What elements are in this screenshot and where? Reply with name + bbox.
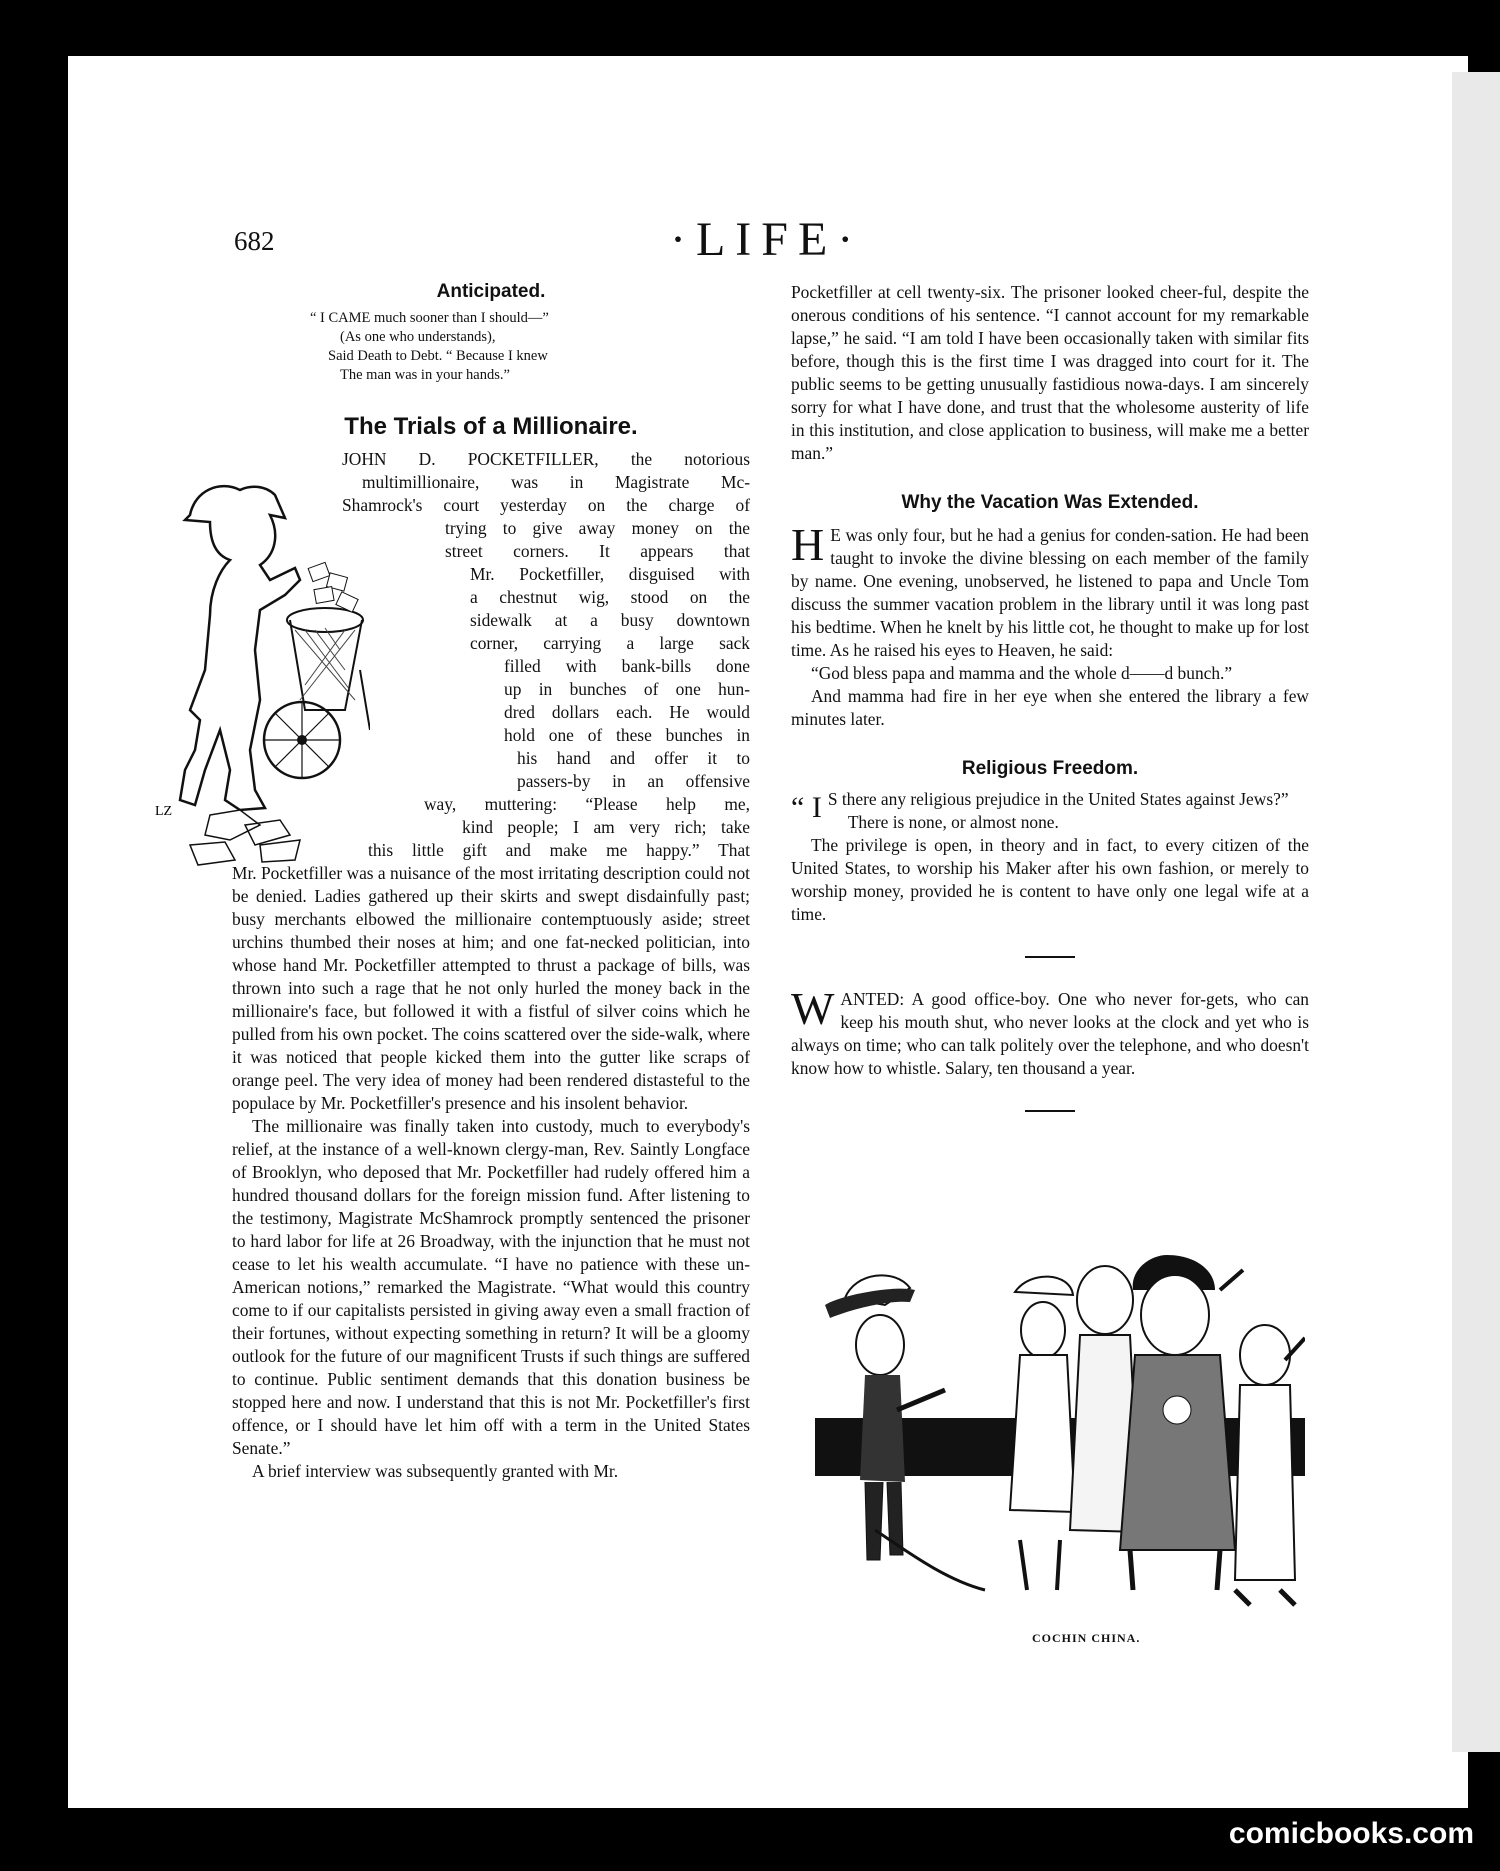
section-divider: [1025, 1110, 1075, 1112]
wrap-line: Mr. Pocketfiller, disguised with: [470, 564, 750, 584]
poem-line: The man was in your hands.”: [340, 367, 510, 383]
wrap-line: multimillionaire, was in Magistrate Mc-: [362, 472, 750, 492]
site-watermark: comicbooks.com: [1228, 1817, 1474, 1850]
trials-paragraph: Mr. Pocketfiller was a nuisance of the most irritating description could not be denied. Ladies gathered up their skirts and swept disdainfully past; busy merchants elbowed the millionaire contemptuously aside; street urchins thumbed their noses at him; and one fat-necked politician, into whose hand Mr. Pocketfiller attempted to thrust a package of bills, was thrown into such a rage that he not only hurled the money back in the millionaire's face, but followed it with a fistful of silver coins which he pulled from his own pocket. The coins scattered over the side-walk, where it was noticed that people kicked them into the gutter like scraps of orange peel. The very idea of money had been rendered distasteful to the populace by Mr. Pocketfiller's presence and his insolent behavior.: [232, 863, 750, 1113]
wrap-line: street corners. It appears that: [445, 541, 750, 561]
trials-paragraph: The millionaire was finally taken into custody, much to everybody's relief, at the instance of a well-known clergy-man, Rev. Saintly Longface of Brooklyn, who deposed that Mr. Pocketfiller had rudely offered him a hundred thousand dollars for the foreign mission fund. After listening to the testimony, Magistrate McShamrock promptly sentenced the prisoner to hard labor for life at 26 Broadway, with the injunction that he must not cease to let his wealth accumulate. “I have no patience with these un-American notions,” remarked the Magistrate. “What would this country come to if our capitalists persisted in giving away even a small fraction of their fortunes, without expecting something in return? It will be a gloomy outlook for the future of our magnificent Trusts if such things are suffered to continue. Public sentiment demands that this donation business be stopped here and now. I understand that this is not Mr. Pocketfiller's first offence, or I should have let him off with a term in the United States Senate.”: [232, 1116, 750, 1458]
religious-title: Religious Freedom.: [961, 758, 1139, 779]
magazine-masthead: ·LIFE·: [670, 213, 864, 266]
dropcap-h: H: [791, 519, 825, 570]
religious-question: “ I S there any religious prejudice in the United States against Jews?”: [791, 789, 1289, 824]
poem-line: (As one who understands),: [340, 329, 496, 345]
vacation-ending: And mamma had fire in her eye when she entered the library a few minutes later.: [791, 686, 1309, 729]
left-column: [232, 280, 750, 1483]
anticipated-title: Anticipated.: [436, 281, 546, 302]
wrap-line: corner, carrying a large sack: [470, 633, 750, 653]
cartoon-caption: COCHIN CHINA.: [1032, 1631, 1141, 1645]
trials-paragraph: A brief interview was subsequently granted with Mr.: [252, 1461, 619, 1481]
trials-title: The Trials of a Millionaire.: [344, 413, 638, 440]
wrap-line: kind people; I am very rich; take: [462, 817, 750, 837]
right-column: [791, 281, 1309, 1112]
vacation-quote: “God bless papa and mamma and the whole d——d bunch.”: [811, 663, 1233, 683]
wrap-line: sidewalk at a busy downtown: [470, 610, 750, 630]
anticipated-poem: [310, 309, 750, 385]
vacation-title: Why the Vacation Was Extended.: [901, 492, 1199, 513]
facing-page-edge: [1452, 72, 1500, 1752]
trials-continuation: Pocketfiller at cell twenty-six. The prisoner looked cheer-ful, despite the onerous conditions of his sentence. “I cannot account for my remarkable lapse,” he said. “I am told I have been occasionally taken with similar fits before, though this is the first time I was dragged into court for it. The public seems to be getting unusually fastidious nowa-days. I am sincerely sorry for what I have done, and trust that the wholesome austerity of life in this institution, and close application to business, will make me a better man.”: [791, 282, 1309, 463]
dropcap-i: “ I: [791, 791, 822, 824]
page-number: 682: [234, 226, 275, 256]
millionaire-illustration: [150, 470, 370, 880]
illustration-signature: LZ: [155, 804, 173, 819]
religious-answer: The privilege is open, in theory and in fact, to every citizen of the United States, to worship his Maker after his own fashion, or merely to worship money, provided he is content to have only one legal wife at a time.: [791, 835, 1309, 924]
wrap-line: a chestnut wig, stood on the: [470, 587, 750, 607]
wrap-line: Shamrock's court yesterday on the charge of: [342, 495, 750, 515]
dropcap-w: W: [791, 983, 835, 1034]
wrap-line: JOHN D. POCKETFILLER, the notorious: [342, 449, 750, 469]
wrap-line: dred dollars each. He would: [504, 702, 750, 722]
wrap-line: passers-by in an offensive: [517, 771, 750, 791]
wrap-line: his hand and offer it to: [517, 748, 750, 768]
wrap-line: up in bunches of one hun-: [504, 679, 750, 699]
wrap-line: hold one of these bunches in: [504, 725, 750, 745]
religious-answer: There is none, or almost none.: [847, 812, 1059, 832]
vacation-paragraph: H E was only four, but he had a genius for conden-sation. He had been taught to invoke the divine blessing on each member of the family by name. One evening, unobserved, he listened to papa and Uncle Tom discuss the summer vacation problem in the library until it was long past his bedtime. When he knelt by his little cot, he thought to make up for lost time. As he raised his eyes to Heaven, he said:: [791, 519, 1309, 660]
cochin-china-cartoon: [795, 1250, 1305, 1620]
wrap-line: way, muttering: “Please help me,: [424, 794, 750, 814]
section-divider: [1025, 956, 1075, 958]
wrap-line: this little gift and make me happy.” That: [368, 840, 750, 860]
wrap-line: filled with bank-bills done: [504, 656, 750, 676]
wanted-ad: WANTED: A good office-boy. One who never for-gets, who can keep his mouth shut, who never looks at the clock and yet who is always on time; who can talk politely over the telephone, and who doesn't know how to whistle. Salary, ten thousand a year.: [791, 983, 1309, 1078]
wrap-line: trying to give away money on the: [445, 518, 750, 538]
poem-line: “ I CAME much sooner than I should—”: [310, 310, 549, 326]
poem-line: Said Death to Debt. “ Because I knew: [328, 348, 548, 364]
